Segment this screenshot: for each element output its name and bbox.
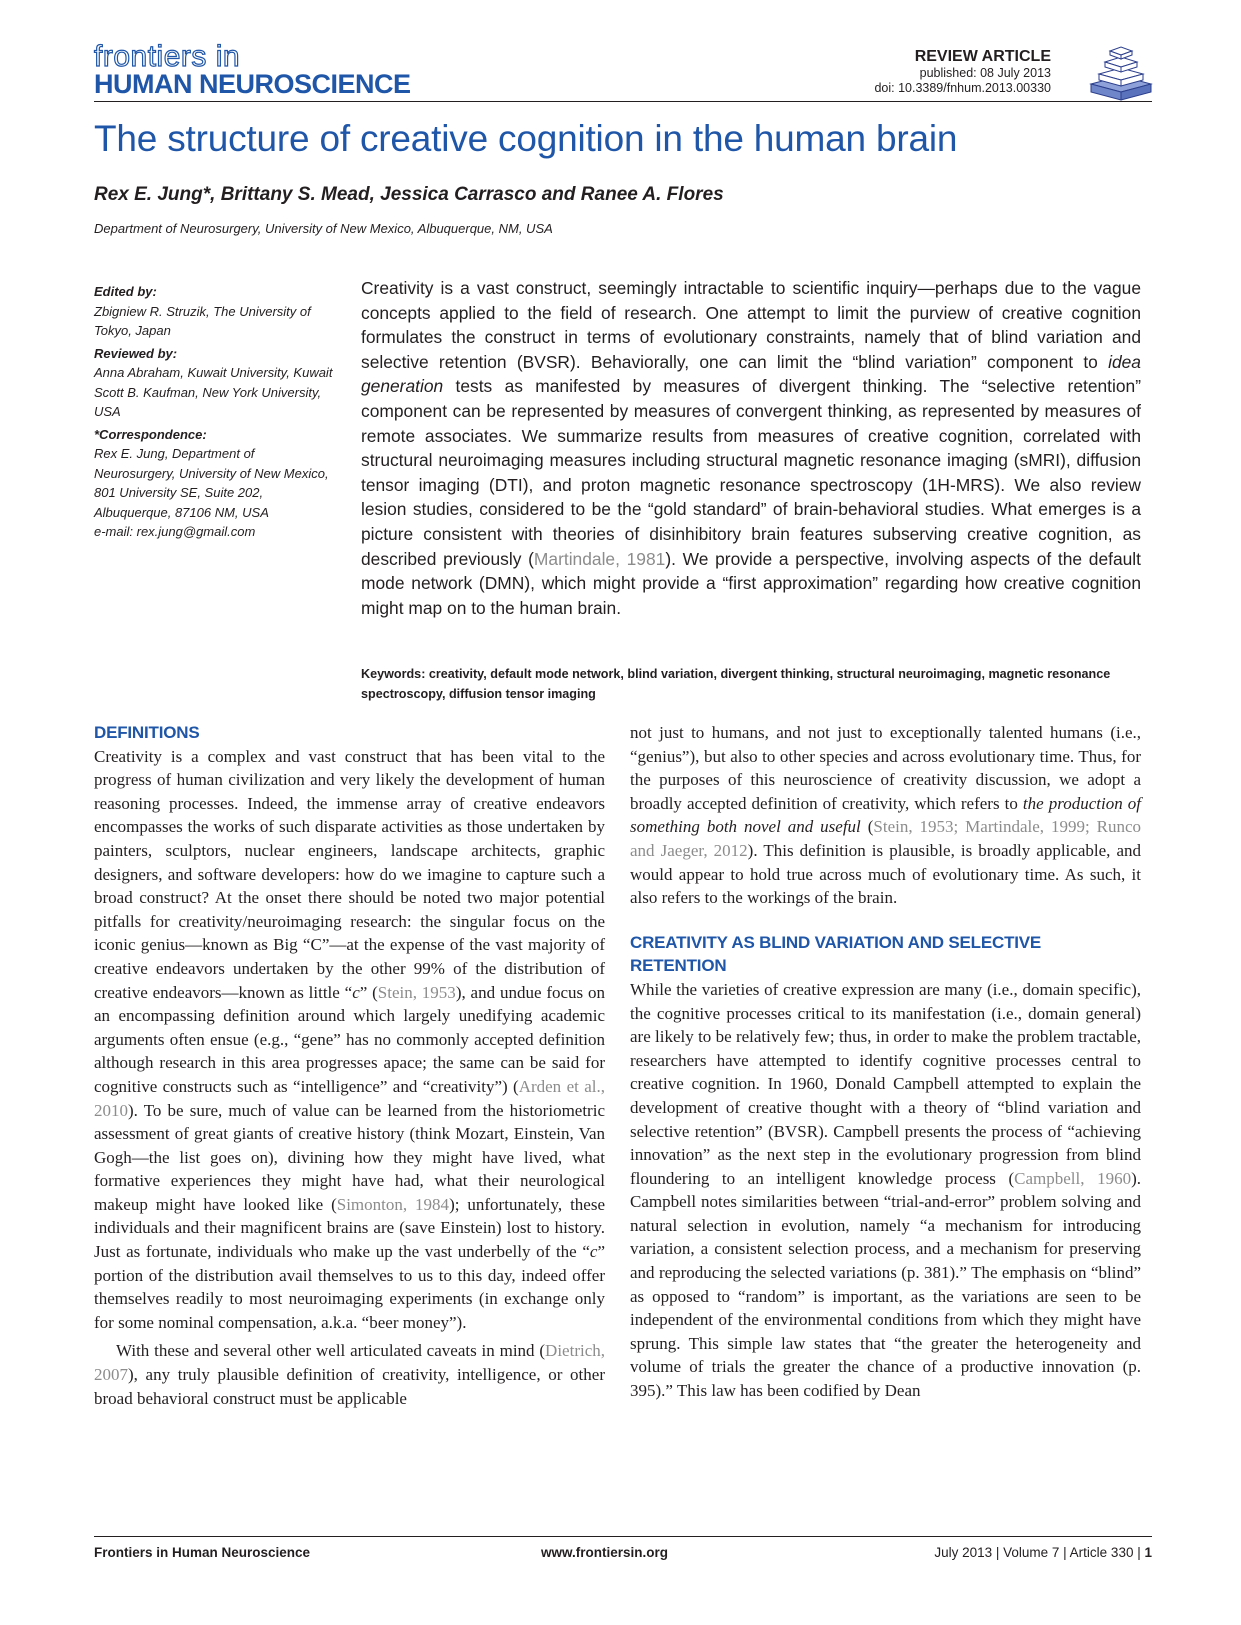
- footer-rule: [94, 1536, 1152, 1537]
- section-gap: [630, 910, 1141, 931]
- abstract-text: tests as manifested by measures of divergent thinking. The “selective retention” component can be represented by measures of convergent thinking, as represented by measures of remote associates. We summarize results from measures of creative cognition, correlated with structural neuroimaging measures including structural magnetic resonance imaging (sMRI), diffusion tensor imaging (DTI), and proton magnetic resonance spectroscopy (1H-MRS). We also review lesion studies, considered to be the “gold standard” of brain-behavioral studies. What emerges is a picture consistent with theories of disinhibitory brain features subserving creative cognition, as described previously (: [361, 376, 1141, 569]
- body-paragraph: With these and several other well articulated caveats in mind (Dietrich, 2007), any truly plausible definition of creativity, intelligence, or other broad behavioral construct must be applicable: [94, 1341, 605, 1408]
- journal-brand: [94, 42, 411, 98]
- footer-journal: Frontiers in Human Neuroscience: [94, 1545, 311, 1560]
- citation-link[interactable]: Campbell, 1960: [1014, 1168, 1132, 1188]
- footer-issue-text: July 2013 | Volume 7 | Article 330 |: [934, 1545, 1141, 1560]
- journal-name-line2: HUMAN NEUROSCIENCE: [94, 69, 411, 99]
- affiliation: Department of Neurosurgery, University of New Mexico, Albuquerque, NM, USA: [94, 221, 553, 236]
- header-rule: [94, 101, 1152, 102]
- citation-link[interactable]: Stein, 1953; Martindale, 1999; Runco and Jaeger, 2012: [630, 817, 1141, 860]
- stacked-layers-icon: [1089, 44, 1153, 102]
- article-meta: [874, 48, 1051, 95]
- abstract-text: ). We provide a perspective, involving aspects of the default mode network (DMN), which might provide a “first approximation” regarding how creative cognition might map on to the human brain.: [361, 548, 1142, 618]
- body-column-left: [94, 721, 605, 1410]
- correspondence-email[interactable]: e-mail: rex.jung@gmail.com: [94, 524, 256, 539]
- editor: Zbigniew R. Struzik, The University of Tokyo, Japan: [94, 303, 311, 338]
- article-title: The structure of creative cognition in the human brain: [94, 118, 958, 159]
- reviewer: Scott B. Kaufman, New York University, USA: [94, 384, 322, 419]
- journal-name-line1: frontiers in: [94, 40, 241, 73]
- keywords: Keywords: creativity, default mode network, blind variation, divergent thinking, structural neuroimaging, magnetic resonance spectroscopy, diffusion tensor imaging: [361, 667, 1111, 701]
- citation-link[interactable]: Dietrich, 2007: [94, 1341, 605, 1385]
- citation-link[interactable]: Arden et al., 2010: [94, 1076, 605, 1120]
- body-paragraph: Creativity is a complex and vast construct that has been vital to the progress of human civilization and very likely the development of human reasoning processes. Indeed, the immense array of creative endeavors encompasses the works of such disparate activities as those undertaken by painters, sculptors, nuclear engineers, landscape architects, graphic designers, and software developers: how do we imagine to capture such a broad construct? At the onset there should be noted two major potential pitfalls for creativity/neuroimaging research: the singular focus on the iconic genius—known as Big “C”—at the expense of the vast majority of creative endeavors undertaken by the other 99% of the distribution of creative endeavors—known as little “c” (Stein, 1953), and undue focus on an encompassing definition around which largely unedifying academic arguments often ensue (e.g., “gene” has no commonly accepted definition although research in this area progresses apace; the same can be said for cognitive constructs such as “intelligence” and “creativity”) (Arden et al., 2010). To be sure, much of value can be learned from the historiometric assessment of great giants of creative history (think Mozart, Einstein, Van Gogh—the list goes on), divining how they might have lived, what formative experiences they might have had, what their neurological makeup might have looked like (Simonton, 1984); unfortunately, these individuals and their magnificent brains are (save Einstein) lost to history. Just as fortunate, individuals who make up the vast underbelly of the “c” portion of the distribution avail themselves to us to this day, indeed offer themselves readily to most neuroimaging experiments (in exchange only for some nominal compensation, a.k.a. “beer money”).: [94, 746, 605, 1332]
- correspondence-label: *Correspondence:: [94, 426, 207, 442]
- citation-link[interactable]: Martindale, 1981: [533, 548, 666, 569]
- body-paragraph: While the varieties of creative expression are many (i.e., domain specific), the cognitive processes critical to its manifestation (i.e., domain general) are likely to be relatively few; thus, in order to make the problem tractable, researchers have attempted to identify cognitive processes central to creative cognition. In 1960, Donald Campbell attempted to explain the development of creative thought with a theory of “blind variation and selective retention” (BVSR). Campbell presents the process of “achieving innovation” as the next step in the evolutionary progression from blind floundering to an intelligent knowledge process (Campbell, 1960). Campbell notes similarities between “trial-and-error” problem solving and natural selection in evolution, namely “a mechanism for introducing variation, a consistent selection process, and a mechanism for preserving and reproducing the selected variations (p. 381).” The emphasis on “blind” as opposed to “random” is important, as the variations are seen to be independent of the environmental conditions from which they might have sprung. This simple law states that “the greater the heterogeneity and volume of trials the greater the chance of a productive innovation (p. 395).” This law has been codified by Dean: [630, 979, 1141, 1401]
- body-column-right: [630, 721, 1141, 1403]
- citation-link[interactable]: Simonton, 1984: [336, 1194, 450, 1214]
- section-heading: CREATIVITY AS BLIND VARIATION AND SELECTIVE RETENTION: [630, 932, 1042, 976]
- abstract: [361, 276, 1141, 620]
- authors: Rex E. Jung*, Brittany S. Mead, Jessica Carrasco and Ranee A. Flores: [94, 184, 724, 205]
- reviewed-by-label: Reviewed by:: [94, 345, 178, 361]
- footer-url[interactable]: www.frontiersin.org: [541, 1545, 669, 1560]
- abstract-text: Creativity is a vast construct, seemingly intractable to scientific inquiry—perhaps due to the vague concepts applied to the field of research. One attempt to limit the purview of creative cognition formulates the construct in terms of evolutionary constraints, namely that of blind variation and selective retention (BVSR). Behaviorally, one can limit the “blind variation” component to: [361, 278, 1141, 372]
- correspondence-address: Rex E. Jung, Department of Neurosurgery, University of New Mexico, 801 University SE, Suite 202, Albuquerque, 87106 NM, USA: [94, 446, 329, 520]
- page-number: 1: [1144, 1545, 1152, 1560]
- editorial-sidebar: [94, 282, 334, 545]
- published-date: published: 08 July 2013: [919, 66, 1051, 81]
- footer-issue: [934, 1545, 1152, 1560]
- doi: doi: 10.3389/fnhum.2013.00330: [874, 80, 1051, 95]
- body-paragraph: not just to humans, and not just to exceptionally talented humans (i.e., “genius”), but also to other species and across evolutionary time. Thus, for the purposes of this neuroscience of creativity discussion, we adopt a broadly accepted definition of creativity, which refers to the production of something both novel and useful (Stein, 1953; Martindale, 1999; Runco and Jaeger, 2012). This definition is plausible, is broadly applicable, and would appear to hold true across much of evolutionary time. As such, it also refers to the workings of the brain.: [630, 723, 1142, 908]
- edited-by-label: Edited by:: [94, 284, 157, 299]
- section-heading: DEFINITIONS: [94, 723, 200, 742]
- article-type: REVIEW ARTICLE: [914, 48, 1051, 65]
- reviewer: Anna Abraham, Kuwait University, Kuwait: [94, 365, 333, 380]
- citation-link[interactable]: Stein, 1953: [377, 982, 456, 1002]
- abstract-emphasis: idea generation: [361, 351, 1141, 397]
